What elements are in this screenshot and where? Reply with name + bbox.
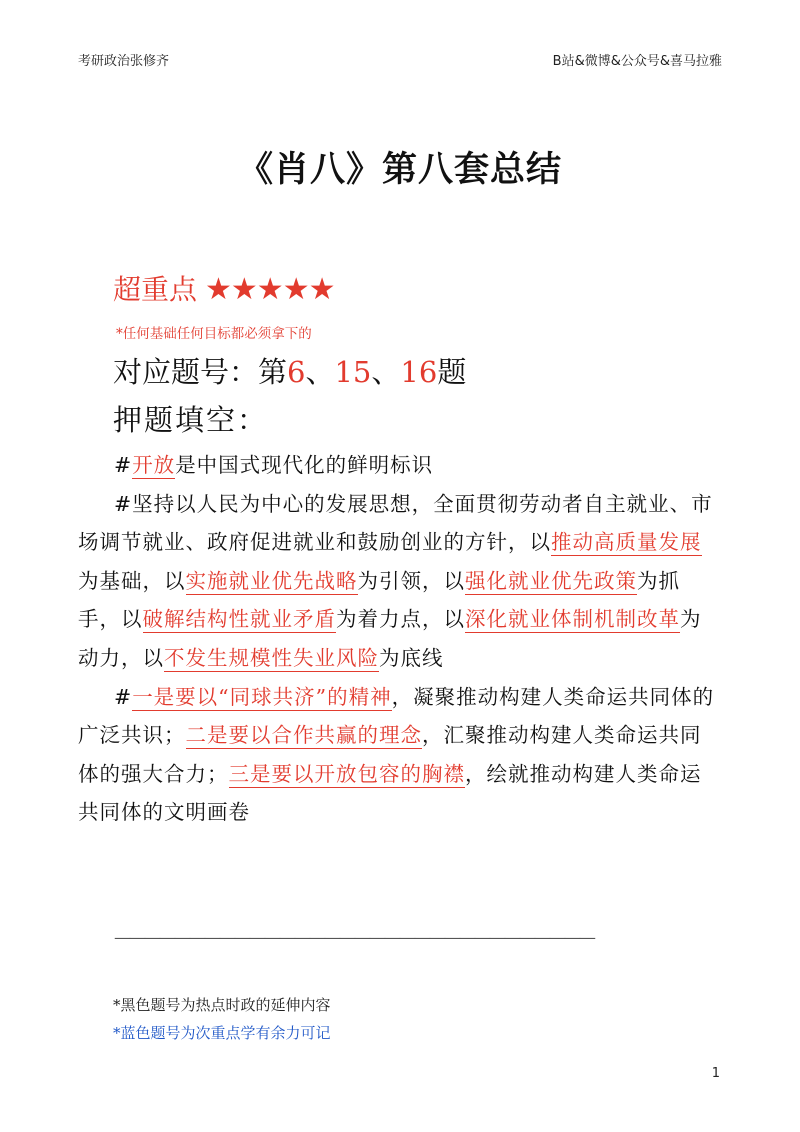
importance-label [113,268,335,308]
p2-highlight-6: 不发生规模性失业风险 [164,645,379,670]
p1-text-0: # [114,453,133,477]
p3-text-0: # [114,684,133,709]
p3-highlight-2: 二是要以合作共赢的理念 [185,723,422,748]
section-divider: ———————————————————————————————— [114,928,594,948]
question-prefix: 对应题号：第 [113,355,288,389]
question-sep-1: 、 [305,355,335,389]
p2-highlight-2: 实施就业优先战略 [185,568,358,593]
question-numbers [113,350,466,391]
question-number-1: 6 [287,355,306,389]
p2-highlight-3: 强化就业优先政策 [465,568,637,593]
question-number-3: 16 [400,355,438,389]
page-number: 1 [711,1066,720,1081]
p2-text-6: 为底线 [379,645,444,670]
header-channels: B站&微博&公众号&喜马拉雅 [552,54,722,69]
paragraph-3 [78,678,718,832]
paragraph-1 [78,446,718,485]
p2-text-0: #坚持以人民为中心的发展思想，全面贯彻劳动者自主就业、市场调节就业、政府促进就业和鼓励创业的方针，以 [78,491,713,555]
p3-text-3: ，绘就推动构建人类命运共同体的文明画卷 [78,761,702,825]
question-suffix: 题 [437,355,467,389]
p3-text-2: ，汇聚推动构建人类命运共同体的强大合力； [78,723,702,786]
p3-highlight-1: 一是要以“同球共济”的精神 [132,684,392,709]
question-sep-2: 、 [371,355,401,389]
page-title: 《肖八》第八套总结 [237,150,562,190]
importance-note: *任何基础任何目标都必须拿下的 [116,326,312,342]
p2-text-2: 为引领，以 [357,568,465,593]
fill-blank-heading: 押题填空： [113,403,269,437]
star-rating-icon: ★★★★★ [205,272,335,307]
p2-text-1: 为基础，以 [78,568,186,593]
paragraph-2 [78,485,718,678]
p2-highlight-5: 深化就业体制机制改革 [465,607,680,632]
p1-text-1: 是中国式现代化的鲜明标识 [175,453,434,477]
question-number-2: 15 [334,355,372,389]
p2-text-5: 为动力，以 [78,607,702,670]
p3-highlight-3: 三是要以开放包容的胸襟 [228,761,465,786]
footnote-black: *黑色题号为热点时政的延伸内容 [113,996,331,1014]
p1-highlight-1: 开放 [132,453,176,477]
p2-highlight-1: 推动高质量发展 [551,530,702,555]
p2-highlight-4: 破解结构性就业矛盾 [142,607,336,632]
footnote-blue: *蓝色题号为次重点学有余力可记 [113,1024,331,1042]
header-author: 考研政治张修齐 [78,54,170,69]
p3-text-1: ，凝聚推动构建人类命运共同体的广泛共识； [78,684,715,748]
p2-text-3: 为抓手，以 [78,568,680,632]
importance-text: 超重点 [113,273,198,306]
fill-blank-body [78,446,718,832]
p2-text-4: 为着力点，以 [336,607,465,632]
